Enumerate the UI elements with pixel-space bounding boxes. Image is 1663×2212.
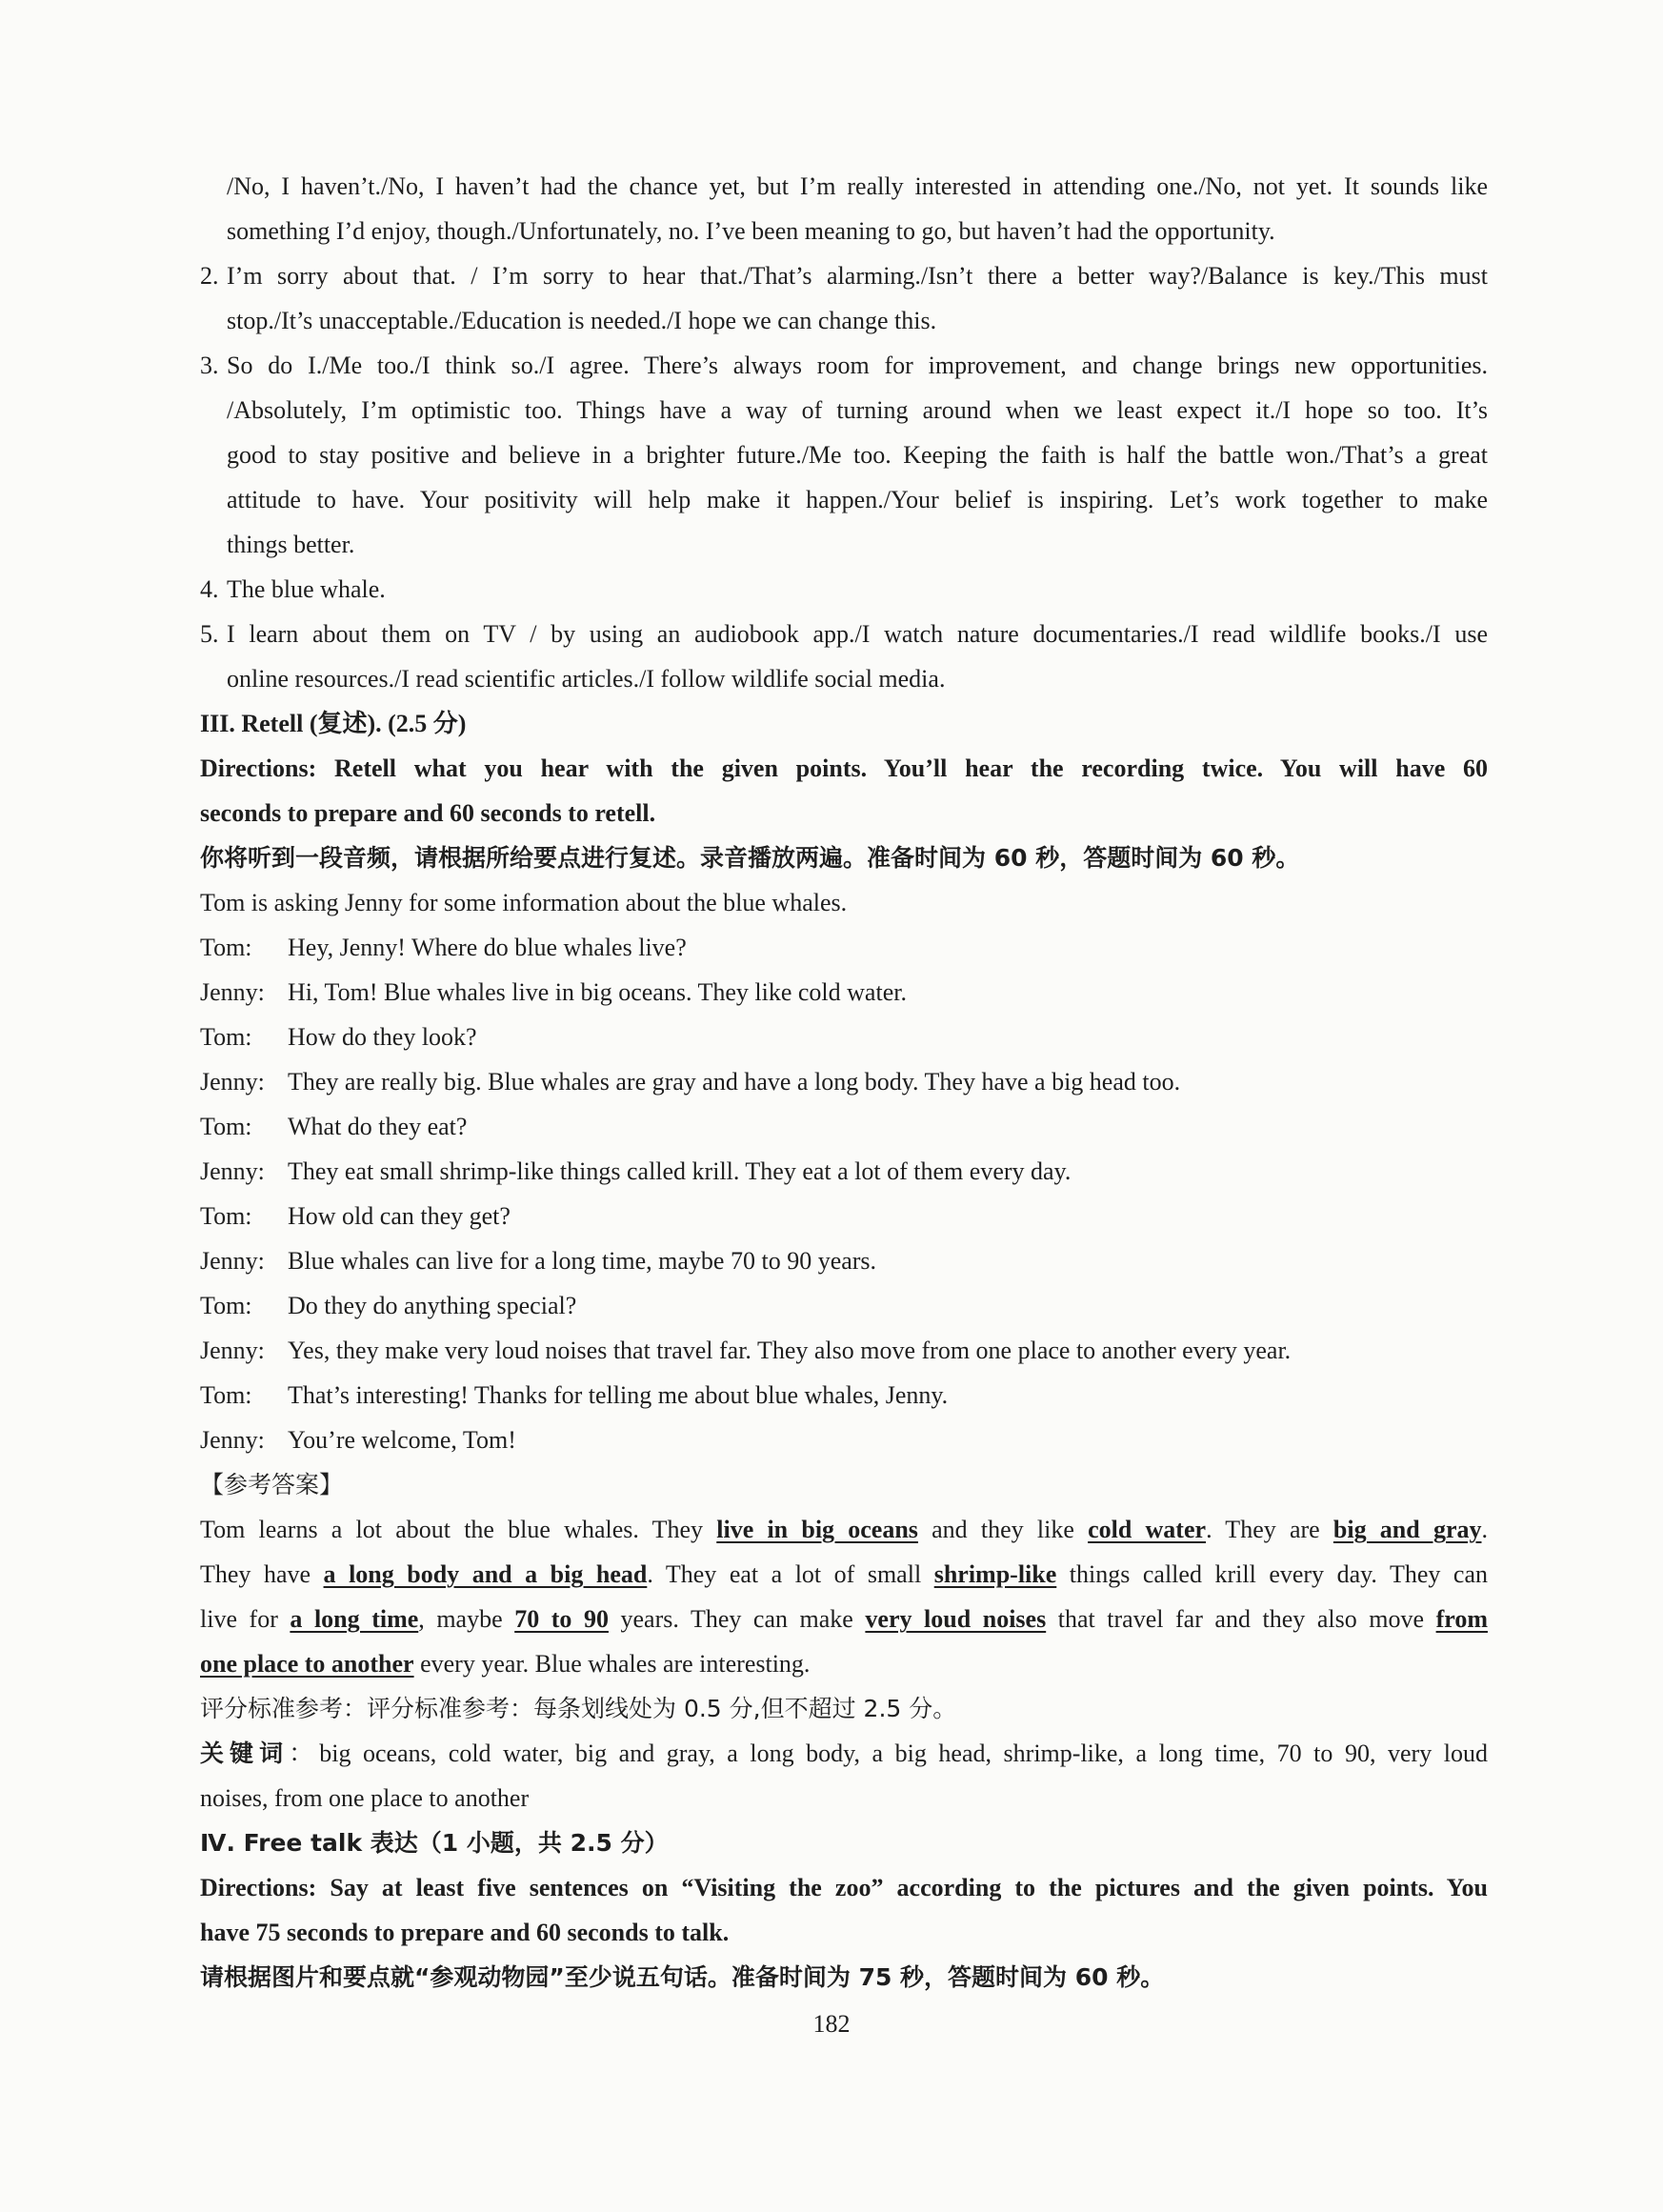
speaker: Jenny: — [200, 1157, 265, 1185]
dialogue-line — [200, 1328, 1488, 1373]
answer-5-line-2: online resources./I read scientific articles./I follow wildlife social media. — [227, 665, 946, 693]
keywords-label: 关键词 — [200, 1739, 290, 1767]
answer-3-line-3: good to stay positive and believe in a brighter future./Me too. Keeping the faith is half the battle won./That’s a great — [227, 441, 1488, 469]
answer-3-line-4: attitude to have. Your positivity will help make it happen./Your belief is inspiring. Let’s work together to make — [227, 486, 1488, 513]
key-point: from — [1435, 1605, 1488, 1633]
utterance: Hi, Tom! Blue whales live in big oceans. They like cold water. — [288, 978, 907, 1006]
reference-line-3: live for a long time, maybe 70 to 90 years. They can make very loud noises that travel far and they also move from — [200, 1605, 1488, 1633]
utterance: Do they do anything special? — [288, 1292, 577, 1319]
speaker: Tom: — [200, 934, 252, 961]
answer-number: 5. — [200, 620, 219, 648]
dialogue-line — [200, 1373, 1488, 1418]
answer-3-line-2: /Absolutely, I’m optimistic too. Things have a way of turning around when we least expect it./I hope so too. It’s — [227, 396, 1488, 424]
dialogue-line — [200, 970, 1488, 1015]
speaker: Jenny: — [200, 978, 265, 1006]
answer-4 — [200, 567, 1488, 612]
section-4-directions-chinese: 请根据图片和要点就“参观动物园”至少说五句话。准备时间为 75 秒，答题时间为 60 秒。 — [200, 1963, 1165, 1991]
key-point: live in big oceans — [716, 1516, 918, 1543]
utterance: Yes, they make very loud noises that travel far. They also move from one place to another every year. — [288, 1337, 1292, 1364]
answer-text: The blue whale. — [227, 575, 386, 603]
speaker: Tom: — [200, 1023, 252, 1051]
key-point: shrimp-like — [933, 1560, 1057, 1588]
key-point: cold water — [1088, 1516, 1207, 1543]
utterance: They eat small shrimp-like things called krill. They eat a lot of them every day. — [288, 1157, 1072, 1185]
section-3-heading: III. Retell (复述). (2.5 分) — [200, 710, 467, 737]
answer-text: I’m sorry about that. / I’m sorry to hear that./That’s alarming./Isn’t there a better way?/Balance is key./This must — [227, 262, 1488, 290]
key-point: one place to another — [200, 1650, 414, 1678]
key-point: a long time — [290, 1605, 419, 1633]
keywords-line-1 — [200, 1731, 1488, 1776]
speaker: Tom: — [200, 1381, 252, 1409]
utterance: That’s interesting! Thanks for telling me about blue whales, Jenny. — [288, 1381, 949, 1409]
utterance: How do they look? — [288, 1023, 477, 1051]
speaker: Jenny: — [200, 1247, 265, 1275]
utterance: They are really big. Blue whales are gray and have a long body. They have a big head too. — [288, 1068, 1181, 1096]
dialogue-intro: Tom is asking Jenny for some information about the blue whales. — [200, 889, 848, 916]
dialogue-line — [200, 1104, 1488, 1149]
speaker: Jenny: — [200, 1068, 265, 1096]
dialogue-line — [200, 1059, 1488, 1104]
scoring-criteria: 评分标准参考：评分标准参考：每条划线处为 0.5 分,但不超过 2.5 分。 — [200, 1695, 957, 1722]
reference-line-2: They have a long body and a big head. They eat a lot of small shrimp-like things called krill every day. They can — [200, 1560, 1488, 1588]
answer-1-continued-line-2: something I’d enjoy, though./Unfortunately, no. I’ve been meaning to go, but haven’t had the opportunity. — [227, 217, 1275, 245]
section-4-directions-line-2: have 75 seconds to prepare and 60 seconds to talk. — [200, 1919, 730, 1946]
answer-number: 4. — [200, 575, 219, 603]
utterance: What do they eat? — [288, 1113, 468, 1140]
dialogue-line — [200, 925, 1488, 970]
speaker: Jenny: — [200, 1337, 265, 1364]
answer-text: So do I./Me too./I think so./I agree. There’s always room for improvement, and change brings new opportunities. — [227, 352, 1488, 379]
utterance: How old can they get? — [288, 1202, 511, 1230]
speaker: Tom: — [200, 1292, 252, 1319]
speaker: Tom: — [200, 1202, 252, 1230]
answer-number: 2. — [200, 262, 219, 290]
answer-1-continued-line-1: /No, I haven’t./No, I haven’t had the chance yet, but I’m really interested in attending one./No, not yet. It sounds like — [227, 172, 1488, 200]
answer-text: I learn about them on TV / by using an audiobook app./I watch nature documentaries./I read wildlife books./I use — [227, 620, 1488, 648]
section-3-directions-line-1: Directions: Retell what you hear with the given points. You’ll hear the recording twice. You will have 60 — [200, 754, 1488, 782]
dialogue-line — [200, 1238, 1488, 1283]
answer-3-line-5: things better. — [227, 531, 355, 558]
dialogue-line — [200, 1418, 1488, 1462]
reference-answer — [200, 1507, 1488, 1686]
reference-line-1: Tom learns a lot about the blue whales. They live in big oceans and they like cold water. They are big and gray. — [200, 1516, 1488, 1543]
dialogue-line — [200, 1194, 1488, 1238]
answer-2 — [200, 253, 1488, 298]
document-page — [200, 164, 1488, 2000]
key-point: big and gray — [1332, 1516, 1482, 1543]
dialogue-line — [200, 1283, 1488, 1328]
section-4-directions-line-1: Directions: Say at least five sentences on “Visiting the zoo” according to the pictures and the given points. You — [200, 1874, 1488, 1901]
speaker: Tom: — [200, 1113, 252, 1140]
reference-answer-heading: 【参考答案】 — [200, 1471, 344, 1498]
key-point: 70 to 90 — [514, 1605, 609, 1633]
utterance: You’re welcome, Tom! — [288, 1426, 516, 1454]
answer-2-line-2: stop./It’s unacceptable./Education is needed./I hope we can change this. — [227, 307, 937, 334]
answer-5 — [200, 612, 1488, 656]
keywords-text: ：big oceans, cold water, big and gray, a long body, a big head, shrimp-like, a long time, 70 to 90, very loud — [289, 1739, 1488, 1767]
utterance: Hey, Jenny! Where do blue whales live? — [288, 934, 687, 961]
section-4-heading: Ⅳ. Free talk 表达（1 小题，共 2.5 分） — [200, 1829, 669, 1857]
keywords-line-2: noises, from one place to another — [200, 1784, 530, 1812]
dialogue-line — [200, 1015, 1488, 1059]
key-point: a long body and a big head — [323, 1560, 648, 1588]
dialogue-line — [200, 1149, 1488, 1194]
dialogue — [200, 925, 1488, 1462]
page-number: 182 — [812, 2010, 851, 2038]
reference-line-4: one place to another every year. Blue whales are interesting. — [200, 1650, 811, 1678]
section-3-directions-chinese: 你将听到一段音频，请根据所给要点进行复述。录音播放两遍。准备时间为 60 秒，答题时间为 60 秒。 — [200, 844, 1300, 872]
key-point: very loud noises — [865, 1605, 1047, 1633]
section-3-directions-line-2: seconds to prepare and 60 seconds to retell. — [200, 799, 656, 827]
answer-number: 3. — [200, 352, 219, 379]
utterance: Blue whales can live for a long time, maybe 70 to 90 years. — [288, 1247, 877, 1275]
speaker: Jenny: — [200, 1426, 265, 1454]
answer-3 — [200, 343, 1488, 388]
